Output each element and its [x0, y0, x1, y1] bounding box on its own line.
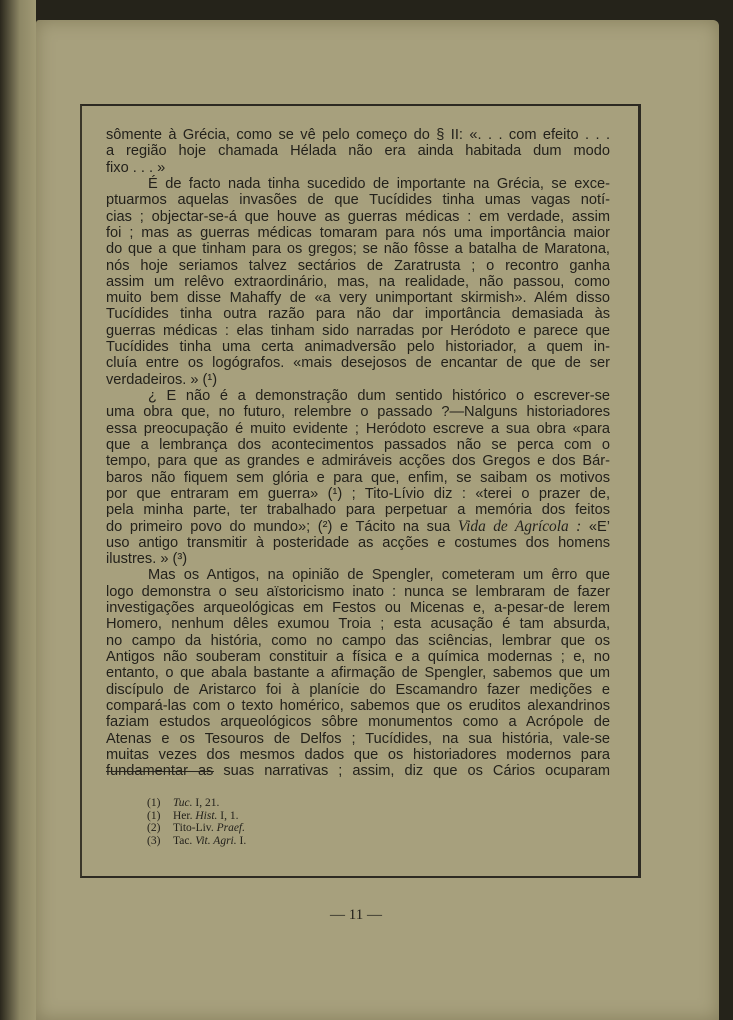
footnote [147, 835, 347, 848]
footnote-mark: (2) [147, 822, 161, 834]
footnote-reference: Her. Hist. I, 1. [173, 809, 239, 822]
text-line: compará-las com o texto homérico, sabemos que os eruditos alexandrinos [106, 697, 610, 714]
text-line: Atenas e os Tesouros de Delfos ; Tucídides, na sua história, vale-se [106, 730, 610, 747]
text-line: nós hoje seriamos talvez sectários de Zaratrusta ; o recontro ganha [106, 257, 610, 274]
text-line: entanto, o que abala bastante a afirmação de Spengler, sabemos que um [106, 665, 610, 682]
text-line: no campo da história, como no campo das sciências, lembrar que os [106, 632, 610, 649]
footnote [147, 822, 347, 835]
text-line: logo demonstra o seu aïstoricismo inato : nunca se lembraram de fazer [106, 583, 610, 600]
footnote-work-title: Praef. [216, 822, 246, 834]
page-number: — 11 — [330, 907, 382, 923]
text-line: Antigos não souberam constituir a física e a química modernas ; e, no [106, 649, 610, 665]
footnotes [147, 797, 347, 847]
footnote-mark: (1) [147, 809, 161, 822]
footnote-reference: Tac. Vit. Agri. I. [173, 834, 247, 847]
text-line: investigações arqueológicas em Festos ou Micenas e, a-pesar-de lerem [106, 600, 610, 617]
footnote [147, 797, 347, 810]
footnote-mark: (1) [147, 797, 161, 809]
footnote-work-title: Tuc. [173, 797, 193, 809]
body-text [106, 127, 610, 780]
text-line: do primeiro povo do mundo»; (²) e Tácito na sua Vida de Agrícola : «E’ [106, 517, 611, 535]
text-line: assim um relêvo extraordinário, mas, na realidade, não passou, como [106, 273, 610, 290]
text-line: sômente à Grécia, como se vê pelo começo do § II: «. . . com efeito . . . [106, 127, 610, 143]
text-line: essa preocupação é muito evidente ; Heródoto escreve a sua obra «para [106, 420, 610, 437]
text-line: fixo . . . » [106, 159, 166, 176]
text-line: cias ; objectar-se-á que houve as guerras médicas : em verdade, assim [106, 208, 610, 225]
text-line: ¿ E não é a demonstração dum sentido histórico o escrever-se [148, 388, 610, 404]
text-line: ptuarmos aquelas invasões de que Tucídides tinha umas vagas notí- [106, 192, 610, 209]
text-line: Homero, nenhum dêles exumou Troia ; esta acusação é tam absurda, [106, 616, 610, 633]
text-line: Mas os Antigos, na opinião de Spengler, cometeram um êrro que [148, 567, 610, 584]
text-line: uso antigo transmitir à posteridade as acções e costumes dos homens [106, 534, 610, 551]
footnote-work-title: Hist. [195, 809, 218, 822]
footnote-reference: Tito-Liv. Praef. [173, 822, 246, 834]
text-line: que a lembrança dos acontecimentos passados não se perca com o [106, 436, 610, 453]
text-line: verdadeiros. » (¹) [106, 371, 218, 388]
text-line: cluía entre os logógrafos. «mais desejosos de encantar de que de ser [106, 355, 610, 372]
italic-title: Vida de Agrícola : [457, 517, 582, 535]
footnote-separator-rule [106, 771, 214, 772]
text-line: É de facto nada tinha sucedido de importante na Grécia, se exce- [148, 175, 610, 192]
text-line: muitas vezes dos mesmos dados que os historiadores modernos para [106, 746, 610, 763]
footnote [147, 810, 347, 823]
footnote-work-title: Vit. Agri. [195, 834, 237, 847]
text-line: guerras médicas : elas tinham sido narradas por Heródoto e parece que [106, 322, 610, 339]
text-line: a região hoje chamada Hélada não era ainda habitada dum modo [106, 143, 610, 160]
text-line: baros não fiquem sem glória e para que, enfim, se saibam os motivos [106, 469, 610, 486]
text-line: Tucídides tinha uma certa animadversão pelo historiador, a quem in- [106, 339, 610, 356]
text-line: tempo, para que as grandes e admiráveis acções dos Gregos e dos Bár- [106, 453, 610, 470]
text-line: pela minha parte, ter trabalhado para perpetuar a memória dos feitos [106, 502, 610, 519]
text-line: por que entraram em guerra» (¹) ; Tito-Lívio diz : «terei o prazer de, [106, 485, 610, 502]
text-line: foi ; mas as guerras médicas tomaram para nós uma importância maior [106, 224, 610, 241]
text-line: do que a que tinham para os gregos; se não fôsse a batalha de Maratona, [106, 241, 610, 258]
text-line: muito bem disse Mahaffy de «a very unimportant skirmish». Além disso [106, 290, 610, 307]
footnote-mark: (3) [147, 834, 161, 847]
text-line: discípulo de Aristarco foi à planície do Escamandro fazer medições e [106, 681, 610, 698]
footnote-reference: Tuc. I, 21. [173, 797, 220, 809]
text-line: fundamentar as suas narrativas ; assim, diz que os Cários ocuparam [106, 763, 610, 780]
text-line: faziam estudos arqueológicos sôbre monumentos como a Acrópole de [106, 714, 610, 731]
book-gutter [0, 0, 36, 1020]
text-line: Tucídides tinha outra razão para não dar importância demasiada às [106, 306, 610, 323]
text-line: uma obra que, no futuro, relembre o passado ?—Nalguns historiadores [106, 404, 610, 421]
text-line: ilustres. » (³) [106, 551, 188, 568]
